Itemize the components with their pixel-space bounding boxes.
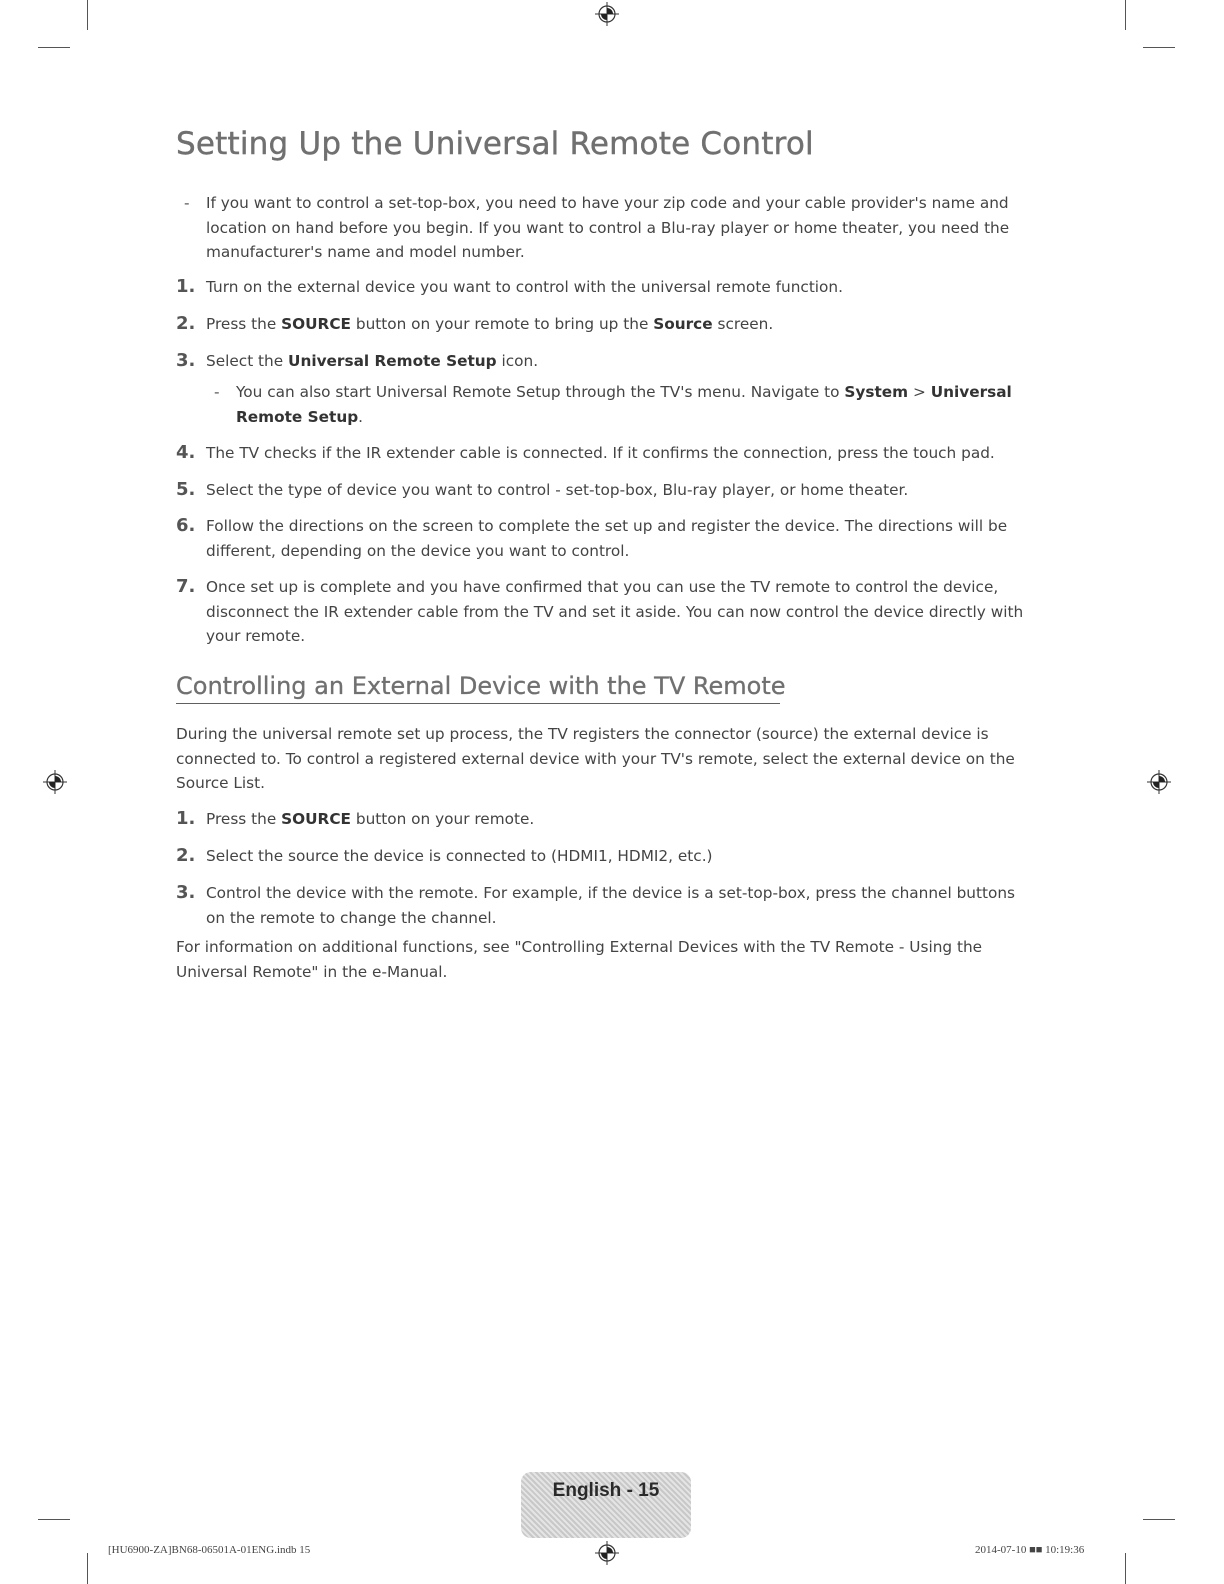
crop-mark — [1125, 1553, 1126, 1584]
source-button-ref: SOURCE — [281, 315, 351, 333]
page-number-badge — [521, 1472, 691, 1538]
step-6 — [176, 514, 1036, 563]
crop-mark — [38, 1519, 70, 1520]
intro-note-text: If you want to control a set-top-box, you need to have your zip code and your cable provider's name and location on hand before you begin. If you want to control a Blu-ray player or home theater, you need the manufacturer's name and model number. — [206, 194, 1010, 261]
step-text: Select the source the device is connected to (HDMI1, HDMI2, etc.) — [206, 847, 713, 865]
section-title: Controlling an External Device with the TV Remote — [176, 672, 780, 704]
step-text: Press the SOURCE button on your remote to bring up the Source screen. — [206, 315, 774, 333]
step-2 — [176, 312, 1036, 337]
registration-crosshair-icon — [595, 2, 619, 26]
step-number: 3. — [176, 350, 196, 371]
crop-mark — [38, 47, 70, 48]
section-step-3 — [176, 881, 1036, 930]
section-outro: For information on additional functions, see "Controlling External Devices with the TV Remote - Using the Universal Remote" in the e-Manual. — [176, 938, 983, 981]
universal-remote-setup-ref: Universal Remote Setup — [288, 352, 497, 370]
step-number: 2. — [176, 845, 196, 866]
step-7 — [176, 575, 1036, 649]
registration-crosshair-icon — [1147, 770, 1171, 794]
step-number: 3. — [176, 882, 196, 903]
step-number: 5. — [176, 479, 196, 500]
crop-mark — [1143, 1519, 1175, 1520]
step-text: Select the type of device you want to control - set-top-box, Blu-ray player, or home theater. — [206, 481, 909, 499]
step-text: Select the Universal Remote Setup icon. — [206, 352, 539, 370]
page-number-label: English - 15 — [552, 1480, 660, 1501]
step-3 — [176, 349, 1036, 374]
print-slug-right: 2014-07-10 ■■ 10:19:36 — [975, 1544, 1085, 1556]
dash-bullet: - — [184, 194, 190, 212]
source-screen-ref: Source — [653, 315, 713, 333]
step-number: 6. — [176, 515, 196, 536]
step-note-text: You can also start Universal Remote Setup through the TV's menu. Navigate to System > Universal Remote Setup. — [236, 383, 1012, 426]
step-number: 2. — [176, 313, 196, 334]
step-1 — [176, 275, 1036, 300]
intro-note — [176, 191, 1036, 265]
step-number: 1. — [176, 808, 196, 829]
step-number: 7. — [176, 576, 196, 597]
crop-mark — [87, 1553, 88, 1584]
crop-mark — [87, 0, 88, 30]
step-text: Once set up is complete and you have confirmed that you can use the TV remote to control the device, disconnect the IR extender cable from the TV and set it aside. You can now control the device directly with your remote. — [206, 578, 1024, 645]
section-step-1 — [176, 807, 1036, 832]
step-text: Follow the directions on the screen to complete the set up and register the device. The directions will be different, depending on the device you want to control. — [206, 517, 1008, 560]
step-text: Turn on the external device you want to control with the universal remote function. — [206, 278, 843, 296]
registration-crosshair-icon — [595, 1541, 619, 1565]
page-title: Setting Up the Universal Remote Control — [176, 126, 814, 162]
universal-remote-setup-ref: Universal Remote Setup — [236, 383, 1012, 426]
registration-crosshair-icon — [43, 770, 67, 794]
dash-bullet: - — [214, 383, 220, 401]
step-5 — [176, 478, 1036, 503]
print-slug-left: [HU6900-ZA]BN68-06501A-01ENG.indb 15 — [108, 1544, 311, 1556]
step-number: 1. — [176, 276, 196, 297]
section-intro: During the universal remote set up process, the TV registers the connector (source) the external device is connected to. To control a registered external device with your TV's remote, select the external device on the Source List. — [176, 725, 1015, 792]
step-3-note — [206, 380, 1016, 429]
step-text: Control the device with the remote. For example, if the device is a set-top-box, press the channel buttons on the remote to change the channel. — [206, 884, 1016, 927]
section-step-2 — [176, 844, 1036, 869]
crop-mark — [1143, 47, 1175, 48]
crop-mark — [1125, 0, 1126, 30]
step-text: Press the SOURCE button on your remote. — [206, 810, 535, 828]
step-text: The TV checks if the IR extender cable is connected. If it confirms the connection, press the touch pad. — [206, 444, 995, 462]
system-menu-ref: System — [844, 383, 909, 401]
source-button-ref: SOURCE — [281, 810, 351, 828]
step-4 — [176, 441, 1036, 466]
step-number: 4. — [176, 442, 196, 463]
